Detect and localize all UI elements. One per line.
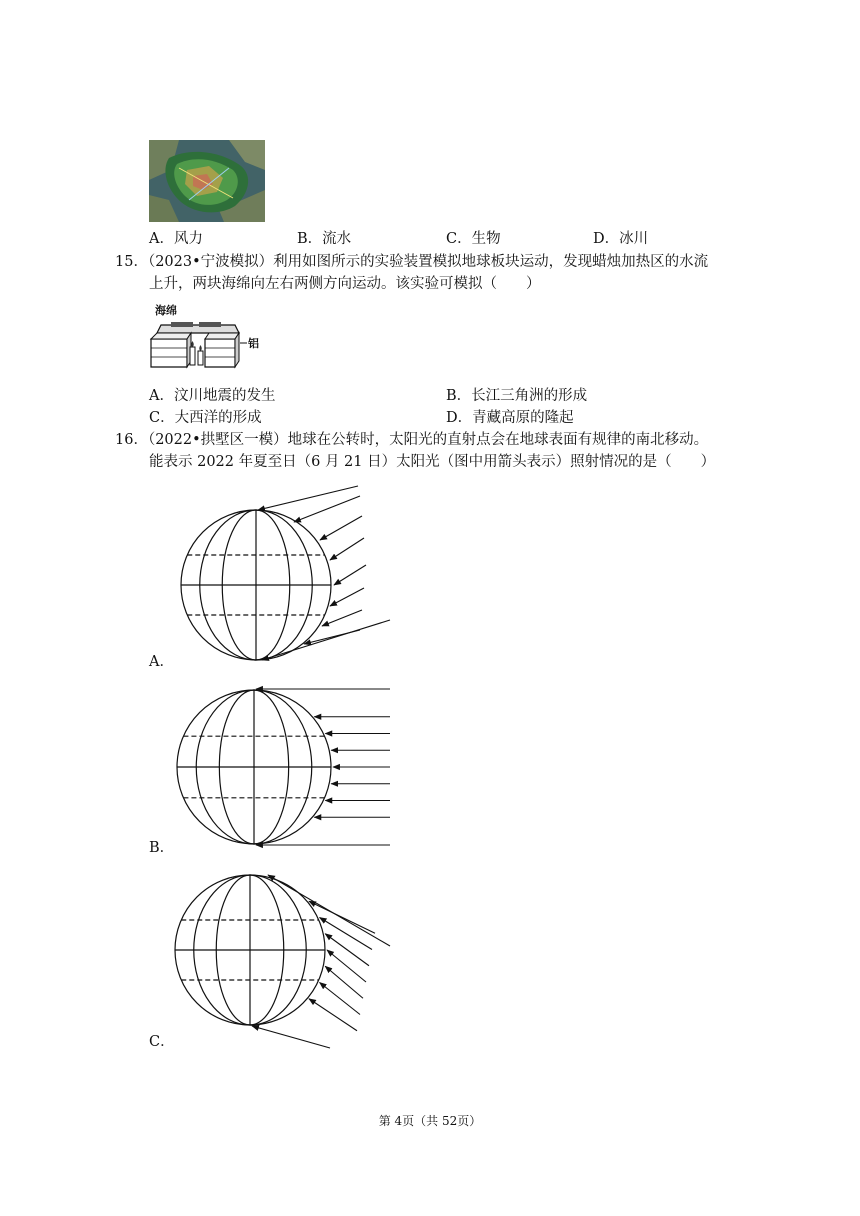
globe-lines [181,510,331,660]
globe-figure-b [170,680,400,852]
globe-label-a: A． [149,654,174,670]
q15-option-c: C．大西洋的形成 [149,410,262,426]
sun-ray-arrow [330,538,364,560]
sun-ray-arrow [322,610,362,626]
sun-ray-arrow [320,918,372,950]
globe-lines [177,690,331,844]
q15-option-d: D．青藏高原的隆起 [446,410,574,426]
sun-ray-arrow [252,1026,330,1048]
sun-ray-arrow [258,486,358,510]
aluminum-label: 铝 [248,337,259,350]
sun-ray-arrow [262,620,390,660]
globe-figure-c [170,866,400,1052]
sponge-label: 海绵 [155,304,177,317]
q14-option-d: D．冰川 [593,231,649,247]
globe-label-b: B． [149,840,175,856]
sun-ray-arrow [327,950,366,982]
sun-ray-arrow [309,901,375,933]
page-footer: 第 4页（共 52页） [378,1114,482,1128]
sun-ray-arrow [330,588,364,606]
island-satellite-image [149,140,265,222]
sun-ray-arrow [334,565,366,585]
q15-stem-line1: 15．（2023•宁波模拟）利用如图所示的实验装置模拟地球板块运动，发现蜡烛加热区的水流 [115,254,709,270]
sun-ray-arrow [325,934,369,966]
sun-ray-arrow [320,516,362,540]
q14-option-b: B．流水 [297,231,352,247]
q16-stem-line2: 能表示 2022 年夏至日（6 月 21 日）太阳光（图中用箭头表示）照射情况的是（ ） [149,454,716,470]
sun-ray-arrow [325,966,363,998]
globe-lines [175,875,325,1025]
globe-figure-a [170,480,400,670]
q15-option-b: B．长江三角洲的形成 [446,388,588,404]
q14-option-c: C．生物 [446,231,501,247]
sun-ray-arrow [309,999,357,1031]
plate-experiment-apparatus [147,303,262,375]
q15-option-a: A．汶川地震的发生 [149,388,276,404]
q14-option-a: A．风力 [149,231,203,247]
globe-label-c: C． [149,1034,175,1050]
q15-stem-line2: 上升，两块海绵向左右两侧方向运动。该实验可模拟（ ） [149,276,541,292]
q16-stem-line1: 16．（2022•拱墅区一模）地球在公转时，太阳光的直射点会在地球表面有规律的南北移动。 [115,432,709,448]
sun-ray-arrow [294,496,360,522]
